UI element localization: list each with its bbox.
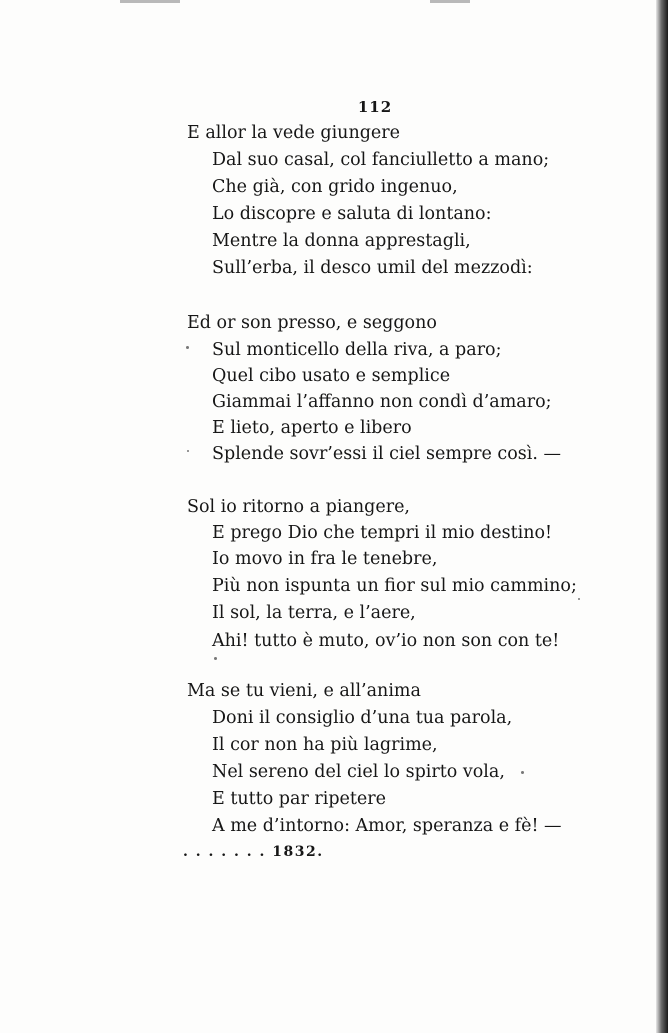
poem-line: E prego Dio che tempri il mio destino! [212, 523, 553, 543]
scan-speck [214, 657, 217, 660]
poem-line: Giammai l’affanno non condì d’amaro; [212, 392, 552, 412]
poem-line: Quel cibo usato e semplice [212, 366, 451, 386]
date-line: . . . . . . . 1832. [183, 844, 324, 860]
poem-line: E allor la vede giungere [187, 123, 401, 143]
poem-line: Nel sereno del ciel lo spirto vola, [212, 762, 505, 782]
scan-mark [120, 0, 180, 3]
poem-line: Mentre la donna apprestagli, [212, 231, 471, 251]
poem-line: Sull’erba, il desco umil del mezzodì: [212, 258, 533, 278]
scan-speck [186, 346, 189, 349]
page-edge-shadow [656, 0, 668, 1033]
poem-line: Ahi! tutto è muto, ov’io non son con te! [212, 631, 560, 651]
scan-speck [187, 450, 189, 452]
poem-line: Ed or son presso, e seggono [187, 313, 437, 333]
poem-line: E lieto, aperto e libero [212, 418, 412, 438]
poem-line: Doni il consiglio d’una tua parola, [212, 708, 513, 728]
page-number: 112 [357, 98, 393, 116]
poem-line: A me d’intorno: Amor, speranza e fè! — [212, 816, 562, 836]
poem-line: Il cor non ha più lagrime, [212, 735, 438, 755]
poem-line: Più non ispunta un fior sul mio cammino; [212, 576, 577, 596]
poem-line: Ma se tu vieni, e all’anima [187, 681, 421, 701]
poem-line: E tutto par ripetere [212, 789, 387, 809]
scan-mark [430, 0, 470, 3]
poem-line: Che già, con grido ingenuo, [212, 177, 458, 197]
poem-line: Il sol, la terra, e l’aere, [212, 603, 416, 623]
scan-speck [521, 771, 524, 774]
poem-line: Dal suo casal, col fanciulletto a mano; [212, 150, 550, 170]
scan-speck [578, 598, 580, 600]
poem-line: Sol io ritorno a piangere, [187, 497, 410, 517]
poem-line: Splende sovr’essi il ciel sempre così. — [212, 444, 561, 464]
poem-line: Sul monticello della riva, a paro; [212, 340, 502, 360]
poem-line: Lo discopre e saluta di lontano: [212, 204, 492, 224]
poem-line: Io movo in fra le tenebre, [212, 549, 438, 569]
